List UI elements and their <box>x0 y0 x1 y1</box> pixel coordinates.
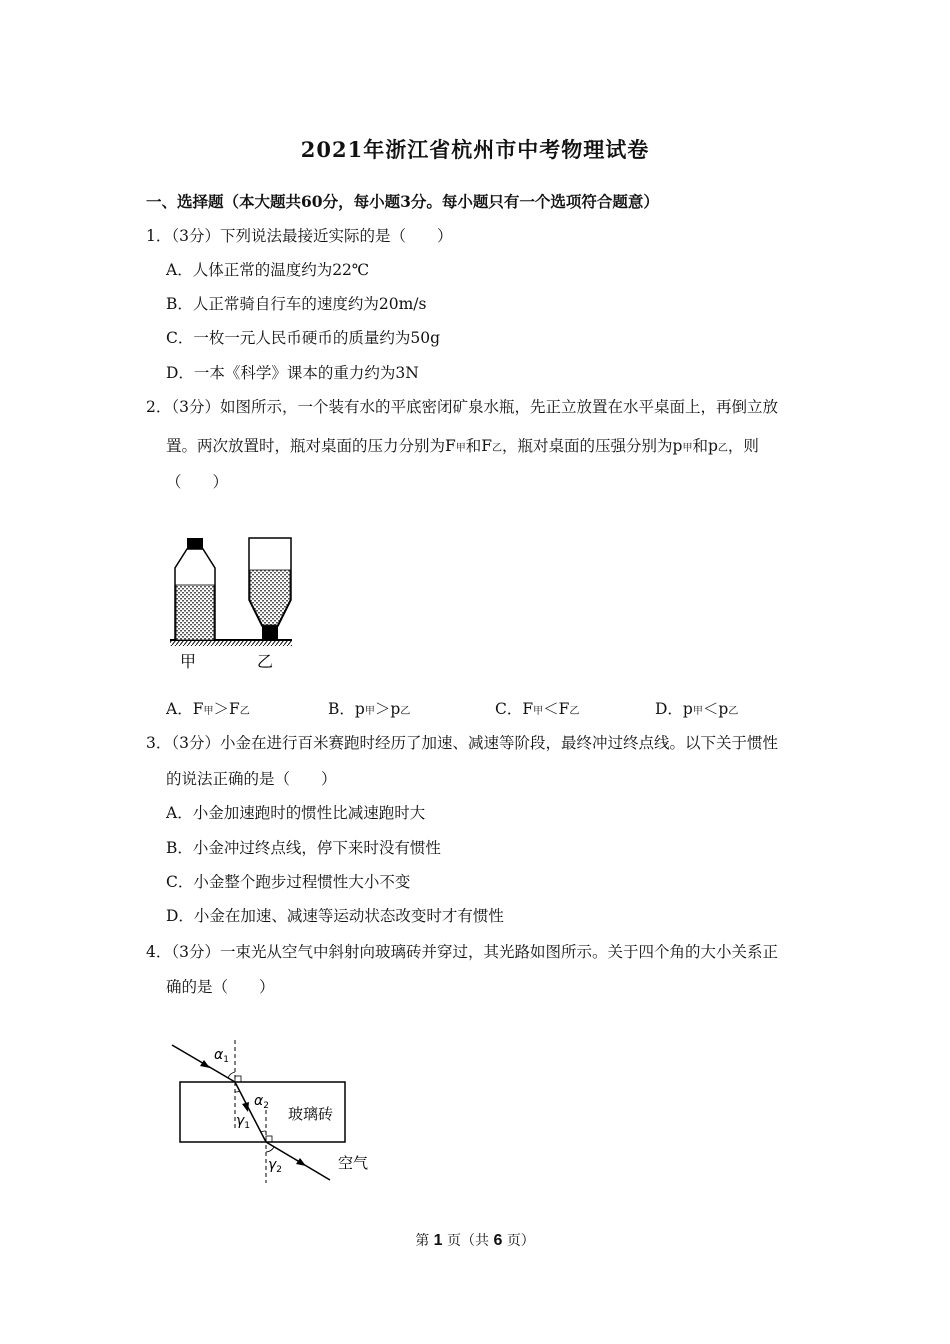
question-3-option-a: A．小金加速跑时的惯性比减速跑时大 <box>166 804 426 822</box>
arrow-incident <box>200 1060 210 1068</box>
page-total: 6 <box>493 1232 503 1249</box>
question-2-option-b: B．p甲＞p乙 <box>328 700 411 718</box>
label-alpha-2: $\alpha_2$ <box>254 1093 269 1111</box>
bottle-figure <box>160 530 300 675</box>
question-1-option-c: C．一枚一元人民币硬币的质量约为50g <box>166 329 441 347</box>
label-alpha-1: $\alpha_1$ <box>214 1047 229 1065</box>
question-3-option-c: C．小金整个跑步过程惯性大小不变 <box>166 873 411 891</box>
question-3-line-1: 3．（3分）小金在进行百米赛跑时经历了加速、减速等阶段，最终冲过终点线。以下关于惯性 <box>146 734 778 752</box>
right-angle-marker-bottom <box>266 1136 272 1142</box>
section-heading: 一、选择题（本大题共60分，每小题3分。每小题只有一个选项符合题意） <box>146 192 659 211</box>
page-number: 1 <box>433 1232 443 1249</box>
arc-alpha-1 <box>228 1072 235 1078</box>
question-3-option-b: B．小金冲过终点线，停下来时没有惯性 <box>166 839 441 857</box>
question-3-line-2: 的说法正确的是（ ） <box>166 770 337 788</box>
arc-gamma-1 <box>235 1091 240 1092</box>
label-gamma-1: $\gamma_1$ <box>236 1113 251 1131</box>
question-1-option-b: B．人正常骑自行车的速度约为20m/s <box>166 295 427 313</box>
question-2-option-a: A．F甲＞F乙 <box>166 700 250 718</box>
question-1-option-d: D．一本《科学》课本的重力约为3N <box>166 364 419 382</box>
question-3-option-d: D．小金在加速、减速等运动状态改变时才有惯性 <box>166 907 504 925</box>
subscript-jia: 甲 <box>455 443 466 454</box>
question-2-line-2: 置。两次放置时，瓶对桌面的压力分别为F甲和F乙，瓶对桌面的压强分别为p甲和p乙，则 <box>166 437 759 455</box>
ground-hatch <box>170 641 292 646</box>
page-footer: 第 1 页（共 6 页） <box>415 1232 535 1249</box>
label-gamma-2: $\gamma_2$ <box>268 1157 283 1175</box>
subscript-yi: 乙 <box>492 443 503 454</box>
label-glass-brick: 玻璃砖 <box>288 1105 334 1123</box>
arc-alpha-2 <box>261 1131 266 1132</box>
figure-label-yi: 乙 <box>257 652 274 671</box>
upright-bottle <box>175 538 215 640</box>
question-1-option-a: A．人体正常的温度约为22℃ <box>166 261 370 279</box>
question-4-line-1: 4．（3分）一束光从空气中斜射向玻璃砖并穿过，其光路如图所示。关于四个角的大小关系正 <box>146 943 778 961</box>
refraction-figure <box>160 1035 390 1185</box>
question-4-line-2: 确的是（ ） <box>166 978 275 996</box>
arc-gamma-2 <box>266 1147 274 1152</box>
right-angle-marker-top <box>235 1076 241 1082</box>
question-1-stem: 1．（3分）下列说法最接近实际的是（ ） <box>146 227 453 245</box>
arrow-refracted <box>242 1102 249 1112</box>
label-air: 空气 <box>338 1154 369 1172</box>
arrow-emergent <box>296 1158 306 1166</box>
question-2-line-3: （ ） <box>166 473 229 491</box>
question-2-option-d: D．p甲＜p乙 <box>655 700 739 718</box>
question-2-line-1: 2．（3分）如图所示，一个装有水的平底密闭矿泉水瓶，先正立放置在水平桌面上，再倒立放 <box>146 398 778 416</box>
inverted-bottle <box>249 538 291 640</box>
figure-label-jia: 甲 <box>180 652 197 671</box>
page-title: 2021年浙江省杭州市中考物理试卷 <box>300 137 650 162</box>
question-2-option-c: C．F甲＜F乙 <box>495 700 580 718</box>
